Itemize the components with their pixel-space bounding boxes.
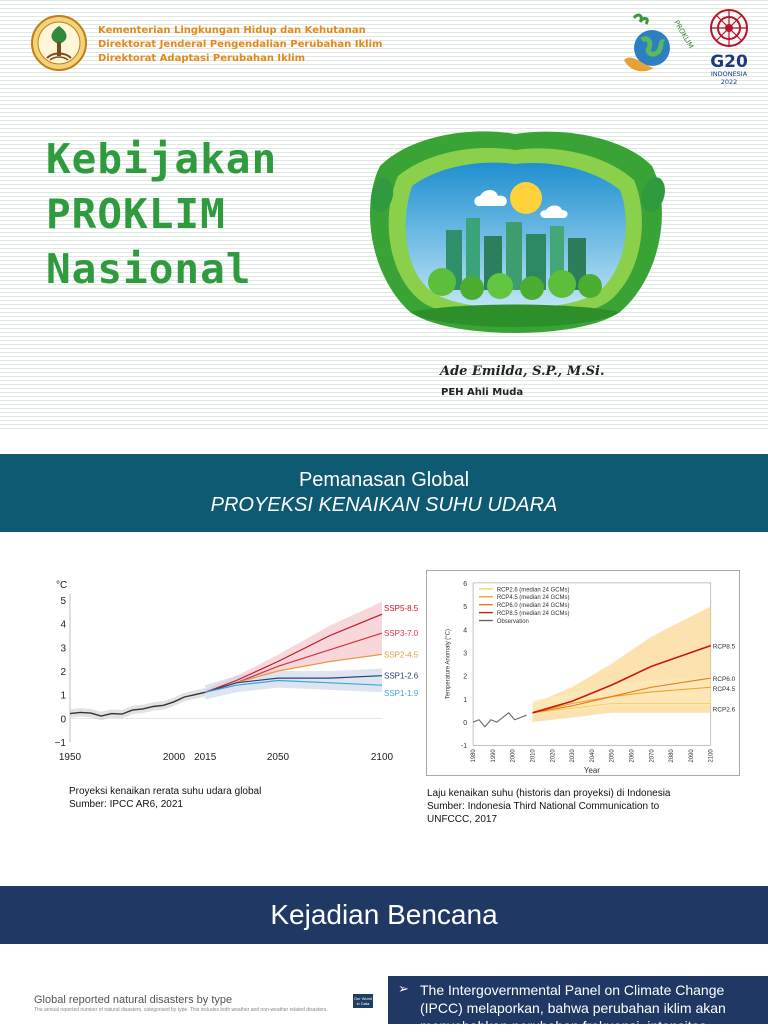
slide3-header-banner <box>0 886 768 944</box>
slide2-subtitle: PROYEKSI KENAIKAN SUHU UDARA <box>210 494 558 516</box>
proklim-logo-icon <box>614 8 695 84</box>
y-tick-label: 1 <box>463 696 468 704</box>
disaster-events-slide <box>0 884 768 1034</box>
legend-entry-rcp2-6-median-24-gcms: RCP2.6 (median 24 GCMs) <box>496 587 570 594</box>
series-label-ssp1-1-9: SSP1-1.9 <box>384 689 419 699</box>
y-tick-label: 2 <box>463 673 468 681</box>
y-tick-label: 3 <box>60 643 66 655</box>
x-tick-label: 2100 <box>708 749 715 763</box>
g20-logo-icon <box>698 4 760 88</box>
x-tick-label: 2080 <box>669 749 676 763</box>
indonesia-temperature-projection-chart <box>426 570 740 776</box>
x-tick-label: 2015 <box>194 752 217 763</box>
x-tick-label: 2040 <box>589 749 596 763</box>
y-tick-label: 5 <box>463 604 468 612</box>
series-end-label-rcp6-0: RCP6.0 <box>712 675 736 683</box>
author-role: PEH Ahli Muda <box>441 387 524 398</box>
proklim-logo-text: PROKLIM <box>672 19 695 51</box>
cover-title-line-3: Nasional <box>46 245 252 293</box>
x-tick-label: 2000 <box>162 752 186 763</box>
caption-indonesia-chart <box>427 787 727 826</box>
x-tick-label: 2010 <box>530 749 537 763</box>
series-end-label-rcp8-5: RCP8.5 <box>712 643 736 651</box>
cover-title-line-2: PROKLIM <box>46 190 226 238</box>
ministry-name: Kementerian Lingkungan Hidup dan Kehutanan <box>98 25 366 36</box>
cover-title-line-1: Kebijakan <box>46 135 278 183</box>
caption-global-line-1: Proyeksi kenaikan rerata suhu udara global <box>69 786 262 797</box>
legend-entry-rcp8-5-median-24-gcms: RCP8.5 (median 24 GCMs) <box>496 611 570 618</box>
x-tick-label: 2030 <box>570 749 577 763</box>
x-tick-label: 1990 <box>490 749 497 763</box>
y-axis-label: Temperature Anomaly (°C) <box>445 629 452 700</box>
x-tick-label: 2050 <box>609 749 616 763</box>
x-tick-label: 2020 <box>550 749 557 763</box>
bullet-line-2: (IPCC) melaporkan, bahwa perubahan iklim akan <box>420 1000 726 1016</box>
series-label-ssp3-7-0: SSP3-7.0 <box>384 629 419 639</box>
green-city-illustration <box>350 126 680 342</box>
y-tick-label: 0 <box>60 714 66 726</box>
arrow-bullet-icon: ➢ <box>398 982 409 997</box>
y-tick-label: −1 <box>54 738 66 749</box>
series-label-ssp1-2-6: SSP1-2.6 <box>384 671 419 681</box>
bullet-item <box>398 981 760 1035</box>
x-tick-label: 1950 <box>58 752 82 763</box>
series-end-label-rcp2-6: RCP2.6 <box>712 706 736 714</box>
g20-logo-text: G20 <box>710 52 748 72</box>
global-warming-slide <box>0 432 768 855</box>
directorate-name: Direktorat Adaptasi Perubahan Iklim <box>98 53 306 64</box>
g20-logo-year: 2022 <box>720 78 738 86</box>
bullet-line-3: menyebabkan perubahan frekuensi, intensitas <box>420 1018 707 1034</box>
x-tick-label: 2090 <box>688 749 695 763</box>
bullet-line-1: The Intergovernmental Panel on Climate Change <box>420 982 725 998</box>
organization-names <box>98 24 382 66</box>
disaster-chart-subtitle: The annual reported number of natural disasters, categorised by type. This includes both weather and non-weather related disasters. <box>34 1007 328 1013</box>
x-tick-label: 1980 <box>471 749 478 763</box>
slide2-title: Pemanasan Global <box>298 469 470 491</box>
disaster-chart-title: Global reported natural disasters by type <box>34 994 233 1006</box>
legend-entry-rcp4-5-median-24-gcms: RCP4.5 (median 24 GCMs) <box>496 595 570 602</box>
y-tick-label: 0 <box>463 720 468 728</box>
y-tick-label: 1 <box>60 690 66 702</box>
caption-global-line-2: Sumber: IPCC AR6, 2021 <box>69 799 183 810</box>
y-tick-label: 2 <box>60 667 66 678</box>
our-world-in-data-logo: Our World in Data <box>353 996 373 1006</box>
y-tick-label: 5 <box>60 596 66 607</box>
global-temperature-projection-chart <box>40 570 420 770</box>
cover-title <box>46 132 277 297</box>
series-end-label-rcp4-5: RCP4.5 <box>712 686 736 694</box>
y-tick-label: 4 <box>60 619 66 631</box>
caption-indonesia-line-3: UNFCCC, 2017 <box>427 814 498 825</box>
x-tick-label: 2000 <box>510 749 517 763</box>
y-tick-label: 6 <box>463 580 468 588</box>
caption-indonesia-line-2: Sumber: Indonesia Third National Communication to <box>427 801 660 812</box>
x-tick-label: 2070 <box>649 749 656 763</box>
slide2-header-banner <box>0 454 768 532</box>
historical-uncertainty-band <box>70 688 205 720</box>
x-tick-label: 2050 <box>266 752 290 763</box>
caption-global-chart <box>69 785 261 811</box>
series-label-ssp2-4-5: SSP2-4.5 <box>384 650 419 660</box>
ipcc-bullet-box <box>388 976 768 1034</box>
author-name: Ade Emilda, S.P., M.Si. <box>440 364 605 379</box>
bullet-text <box>420 981 726 1035</box>
legend-entry-observation: Observation <box>496 618 529 625</box>
series-label-ssp5-8-5: SSP5-8.5 <box>384 604 419 614</box>
caption-indonesia-line-1: Laju kenaikan suhu (historis dan proyeksi) di Indonesia <box>427 788 671 799</box>
x-tick-label: 2060 <box>629 749 636 763</box>
g20-logo-country: INDONESIA <box>710 70 748 78</box>
directorate-general-name: Direktorat Jenderal Pengendalian Perubahan Iklim <box>98 39 383 50</box>
x-tick-label: 2100 <box>370 752 394 763</box>
x-axis-label: Year <box>583 766 600 776</box>
cover-slide <box>0 0 768 432</box>
y-tick-label: -1 <box>460 743 468 751</box>
y-tick-label: 4 <box>463 627 468 635</box>
y-tick-label: 3 <box>463 650 468 658</box>
y-axis-unit-label: °C <box>56 580 68 591</box>
klhk-logo-icon <box>30 14 88 72</box>
legend-entry-rcp6-0-median-24-gcms: RCP6.0 (median 24 GCMs) <box>496 603 570 610</box>
slide3-title: Kejadian Bencana <box>270 899 498 930</box>
